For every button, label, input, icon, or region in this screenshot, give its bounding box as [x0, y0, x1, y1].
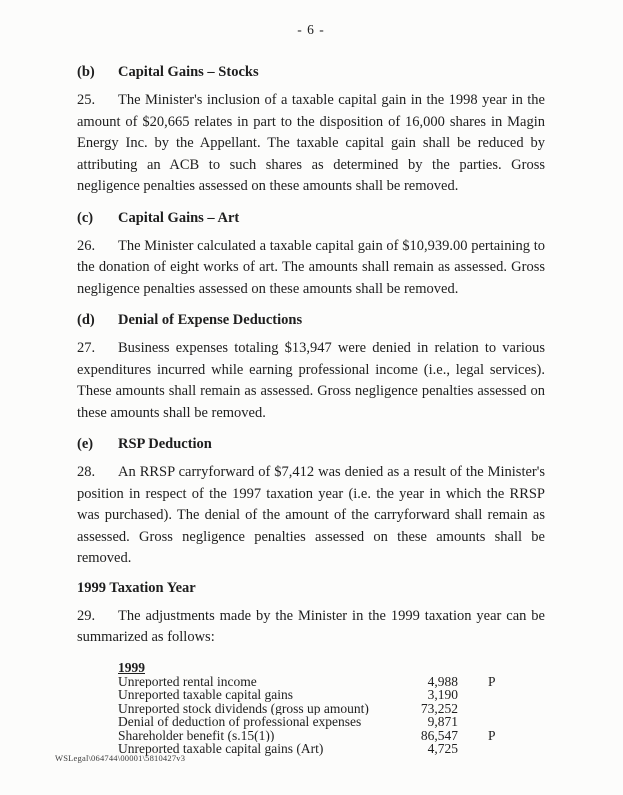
- paragraph-26: [77, 236, 545, 301]
- section-title: RSP Deduction: [118, 436, 212, 452]
- section-heading-d: [77, 312, 545, 330]
- section-heading-e: [77, 436, 545, 454]
- page-number: - 6 -: [297, 22, 325, 37]
- row-amount: 86,547: [420, 727, 458, 743]
- paragraph-25: [77, 90, 545, 198]
- paragraph-28: [77, 462, 545, 570]
- paragraph-number: 25.: [77, 92, 96, 108]
- table-row: [118, 715, 545, 729]
- heading-1999-taxation-year: 1999 Taxation Year: [77, 579, 196, 596]
- adjustments-table: [118, 661, 545, 756]
- section-title: Capital Gains – Stocks: [118, 64, 259, 80]
- row-amount: 4,988: [427, 673, 458, 689]
- section-letter: (e): [77, 436, 94, 452]
- row-amount: 73,252: [420, 700, 458, 716]
- table-row: [118, 675, 545, 689]
- row-flag: P: [488, 727, 496, 743]
- paragraph-text: The adjustments made by the Minister in the 1999 taxation year can be summarized as follows:: [77, 607, 545, 645]
- section-title: Capital Gains – Art: [118, 209, 240, 226]
- paragraph-text: The Minister calculated a taxable capital gain of $10,939.00 pertaining to the donation of eight works of art. The amounts shall remain as assessed. Gross negligence penalties assessed on these amounts shall be removed.: [77, 237, 545, 297]
- section-title: Denial of Expense Deductions: [118, 312, 303, 328]
- section-letter: (d): [77, 312, 95, 328]
- section-heading-c: [77, 210, 545, 228]
- row-label: Shareholder benefit (s.15(1)): [118, 728, 275, 742]
- row-amount: 3,190: [427, 687, 458, 702]
- paragraph-text: An RRSP carryforward of $7,412 was denied as a result of the Minister's position in respect of the 1997 taxation year (i.e. the year in which the RRSP was purchased). The denial of the amount of the carryforward shall remain as assessed. Gross negligence penalties assessed on these amounts shall be removed.: [77, 464, 545, 566]
- row-label: Unreported stock dividends (gross up amount): [118, 701, 369, 715]
- section-letter: (b): [77, 64, 95, 80]
- paragraph-number: 27.: [77, 340, 96, 356]
- paragraph-number: 28.: [77, 464, 96, 480]
- row-label: Unreported rental income: [118, 674, 257, 688]
- row-flag: P: [488, 673, 496, 689]
- table-year-header: 1999: [118, 659, 145, 675]
- row-label: Unreported taxable capital gains (Art): [118, 742, 324, 756]
- section-heading-b: [77, 64, 545, 82]
- row-label: Unreported taxable capital gains: [118, 688, 294, 702]
- row-amount: 9,871: [427, 714, 458, 729]
- table-row: [118, 729, 545, 743]
- section-letter: (c): [77, 209, 94, 226]
- document-id-footer: WSLegal\064744\00001\5810427v3: [55, 753, 186, 763]
- paragraph-text: Business expenses totaling $13,947 were denied in relation to various expenditures incurred while earning professional income (i.e., legal services). These amounts shall remain as assessed. Gross negligence penalties assessed on these amounts shall be removed.: [77, 340, 545, 421]
- paragraph-29: [77, 606, 545, 649]
- table-row: [118, 702, 545, 716]
- row-amount: 4,725: [427, 741, 458, 756]
- adjustments-table-rows: [118, 675, 545, 756]
- paragraph-27: [77, 338, 545, 424]
- paragraph-number: 26.: [77, 237, 96, 254]
- row-label: Denial of deduction of professional expenses: [118, 715, 362, 729]
- table-row: [118, 688, 545, 702]
- paragraph-number: 29.: [77, 607, 96, 624]
- paragraph-text: The Minister's inclusion of a taxable capital gain in the 1998 year in the amount of $20,665 relates in part to the disposition of 16,000 shares in Magin Energy Inc. by the Appellant. The taxable capital gain shall be reduced by attributing an ACB to such shares as determined by the parties. Gross negligence penalties assessed on these amounts shall be removed.: [77, 92, 545, 194]
